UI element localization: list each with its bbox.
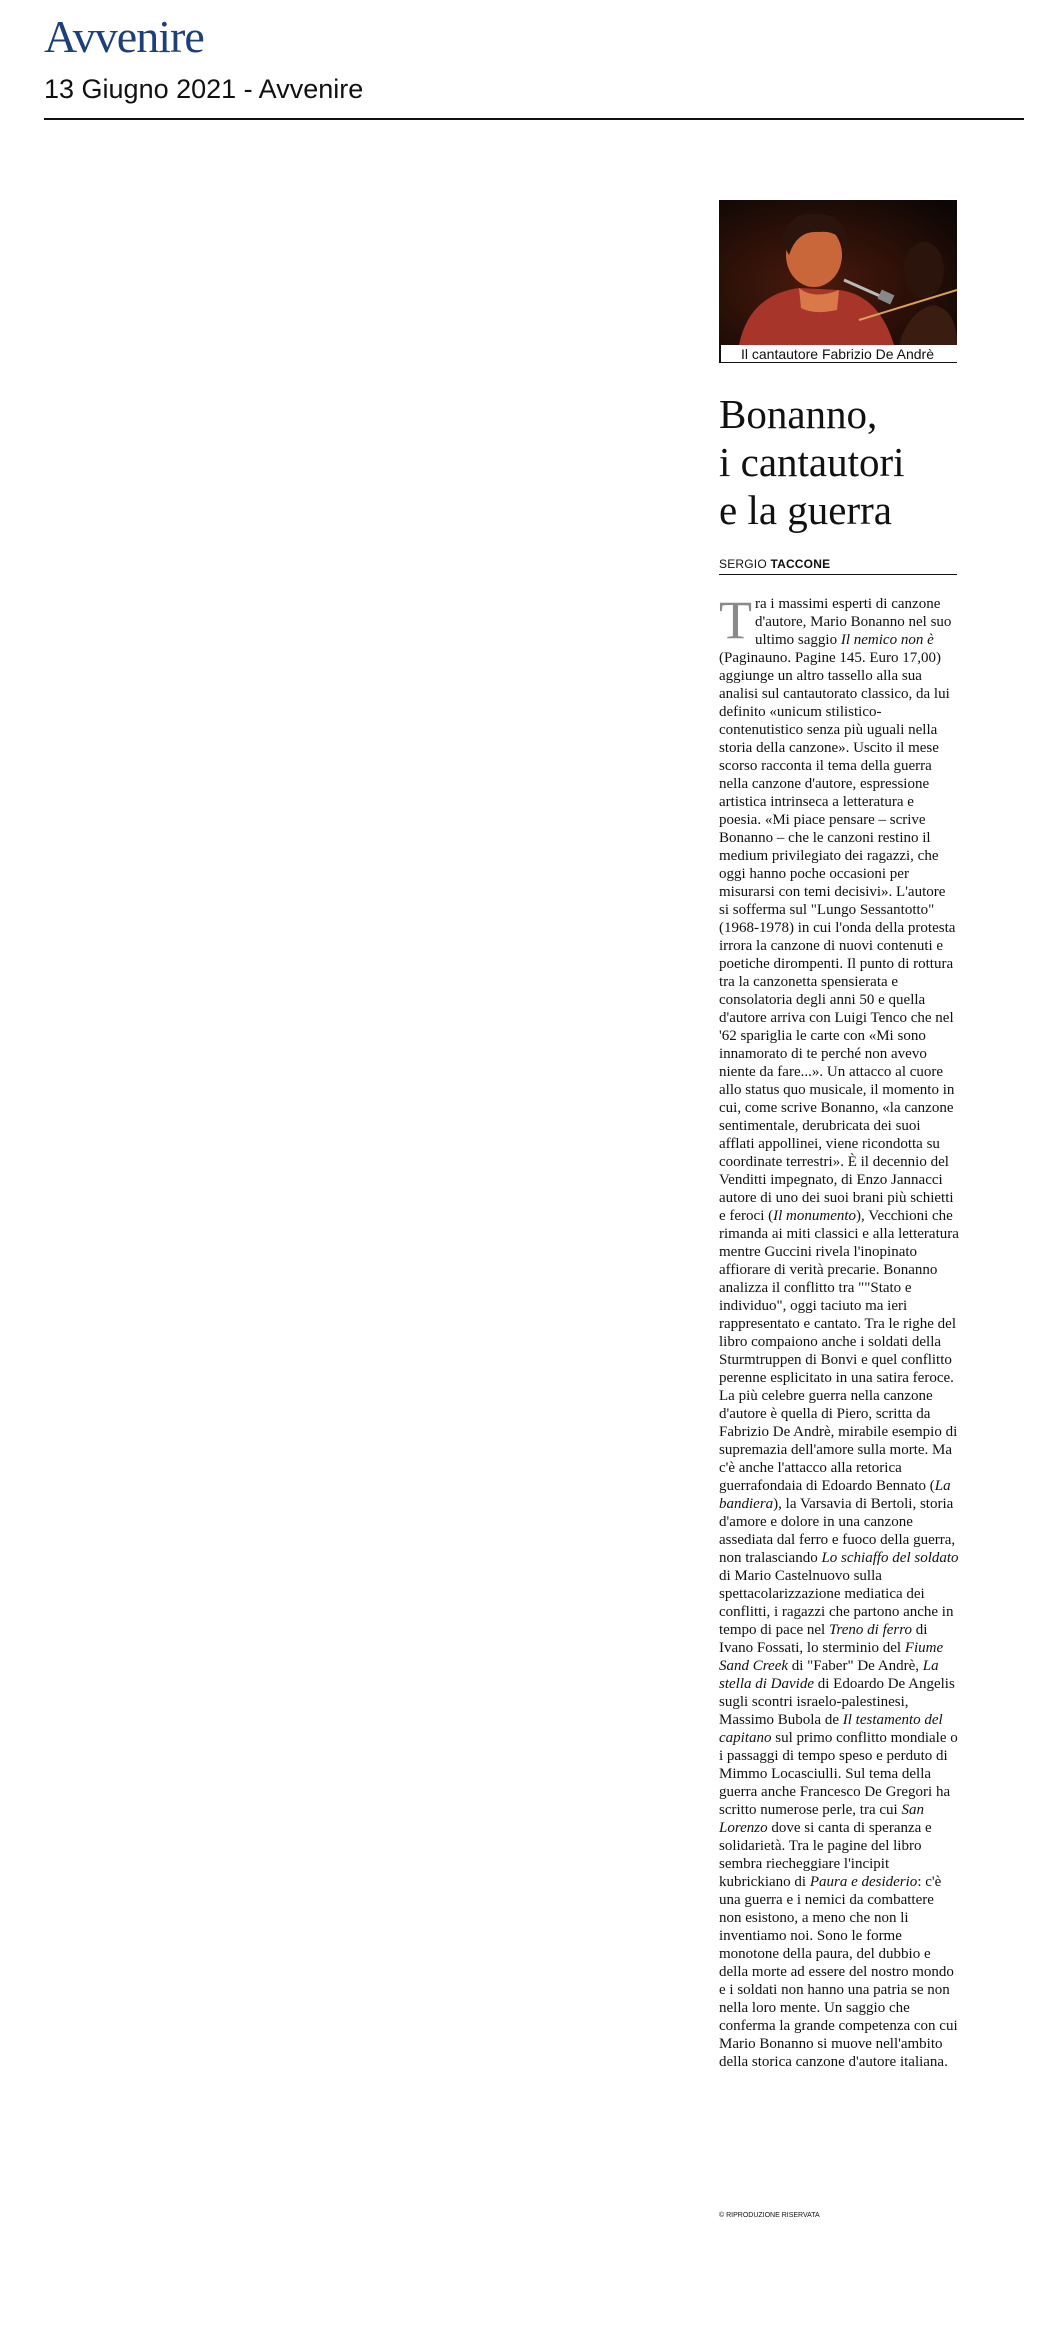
singer-photo-illustration	[719, 200, 957, 345]
article-body-text	[719, 590, 959, 2070]
headline-line-3: e la guerra	[719, 487, 892, 533]
photo-caption: Il cantautore Fabrizio De Andrè	[719, 345, 957, 363]
body-text-run: sul primo conflitto mondiale o i passaggi di tempo speso e perduto di Mimmo Locasciulli. Sul tema della guerra anche Francesco De Gregori ha scritto numerose perle, tra cui	[719, 1730, 958, 1818]
body-text-run: di Edoardo De Angelis sugli scontri israelo-palestinesi, Massimo Bubola de	[719, 1676, 955, 1728]
newspaper-logo	[44, 10, 204, 63]
body-italic-title: Paura e desiderio	[809, 1874, 918, 1890]
drop-cap: T	[719, 590, 752, 650]
article-body	[719, 590, 959, 2071]
headline-line-2: i cantautori	[719, 439, 905, 485]
article-headline	[719, 390, 969, 534]
byline-last-name: TACCONE	[770, 557, 831, 571]
body-italic-title: Lo schiaffo del soldato	[821, 1550, 959, 1566]
byline	[719, 557, 957, 575]
body-text-run: (Paginauno. Pagine 145. Euro 17,00) aggiunge un altro tassello alla sua analisi sul cantautorato classico, da lui definito «unicum stilistico-contenutistico senza più uguali nella storia della canzone». Uscito il mese scorso racconta il tema della guerra nella canzone d'autore, espressione artistica intrinseca a letteratura e poesia. «Mi piace pensare – scrive Bonanno – che le canzoni restino il medium privilegiato dei ragazzi, che oggi hanno poche occasioni per misurarsi con temi decisivi». L'autore si sofferma sul "Lungo Sessantotto" (1968-1978) in cui l'onda della protesta irrora la canzone di nuovi contenuti e poetiche dirompenti. Il punto di rottura tra la canzonetta spensierata e consolatoria degli anni 50 e quella d'autore arriva con Luigi Tenco che nel '62 sparigliа le carte con «Mi sono innamorato di te perché non avevo niente da fare...». Un attacco al cuore allo status quo musicale, il momento in cui, come scrive Bonanno, «la canzone sentimentale, derubricata dei suoi afflati appollinei, viene ricondotta su coordinate terrestri». È il decennio del Venditti impegnato, di Enzo Jannacci autore di uno dei suoi brani più schietti e feroci (	[719, 650, 956, 1224]
copyright-notice: © RIPRODUZIONE RISERVATA	[719, 2212, 820, 2219]
body-text-run: di Mario Castelnuovo sulla spettacolarizzazione mediatica dei conflitti, i ragazzi che partono anche in tempo di pace nel	[719, 1568, 954, 1638]
dateline: 13 Giugno 2021 - Avvenire	[44, 74, 364, 104]
body-text-run: di "Faber" De Andrè,	[788, 1658, 923, 1674]
body-italic-title: Il nemico non è	[840, 632, 934, 648]
article-photo	[719, 200, 957, 345]
body-text-run: ), la Varsavia di Bertoli, storia d'amore e dolore in una canzone assediata dal ferro e fuoco della guerra, non tralasciando	[719, 1496, 956, 1566]
body-text-run: : c'è una guerra e i nemici da combattere non esistono, a meno che non li inventiamo noi. Sono le forme monotone della paura, del dubbio e della morte ad essere del nostro mondo e i soldati non hanno una patria se non nella loro mente. Un saggio che conferma la grande competenza con cui Mario Bonanno si muove nell'ambito della storica canzone d'autore italiana.	[719, 1874, 958, 2070]
body-italic-title: Treno di ferro	[828, 1622, 913, 1638]
body-text-run: ), Vecchioni che rimanda ai miti classici e alla letteratura mentre Guccini rivela l'inopinato affiorare di verità precarie. Bonanno analizza il conflitto tra ""Stato e individuo", oggi taciuto ma ieri rappresentato e cantato. Tra le righe del libro compaiono anche i soldati della Sturmtruppen di Bonvi e quel conflitto perenne esplicitato in una satira feroce. La più celebre guerra nella canzone d'autore è quella di Piero, scritta da Fabrizio De Andrè, mirabile esempio di supremazia dell'amore sulla morte. Ma c'è anche l'attacco alla retorica guerrafondaia di Edoardo Bennato (	[719, 1208, 959, 1494]
body-italic-title: Fiume Sand Creek	[719, 1640, 944, 1674]
byline-first-name: SERGIO	[719, 557, 767, 571]
body-italic-title: La bandiera	[719, 1478, 951, 1512]
body-italic-title: Il testamento del capitano	[719, 1712, 943, 1746]
body-text-run: dove si canta di speranza e solidarietà. Tra le pagine del libro sembra riecheggiare l'incipit kubrickiano di	[719, 1820, 932, 1890]
body-italic-title: San Lorenzo	[719, 1802, 924, 1836]
body-italic-title: La stella di Davide	[719, 1658, 939, 1692]
headline-line-1: Bonanno,	[719, 391, 878, 437]
logo-text: Avvenire	[44, 11, 204, 62]
body-text-run: di Ivano Fossati, lo sterminio del	[719, 1622, 928, 1656]
body-text-run: ra i massimi esperti di canzone d'autore, Mario Bonanno nel suo ultimo saggio	[755, 596, 952, 648]
header-rule	[44, 118, 1024, 120]
body-italic-title: Il monumento	[773, 1208, 857, 1224]
